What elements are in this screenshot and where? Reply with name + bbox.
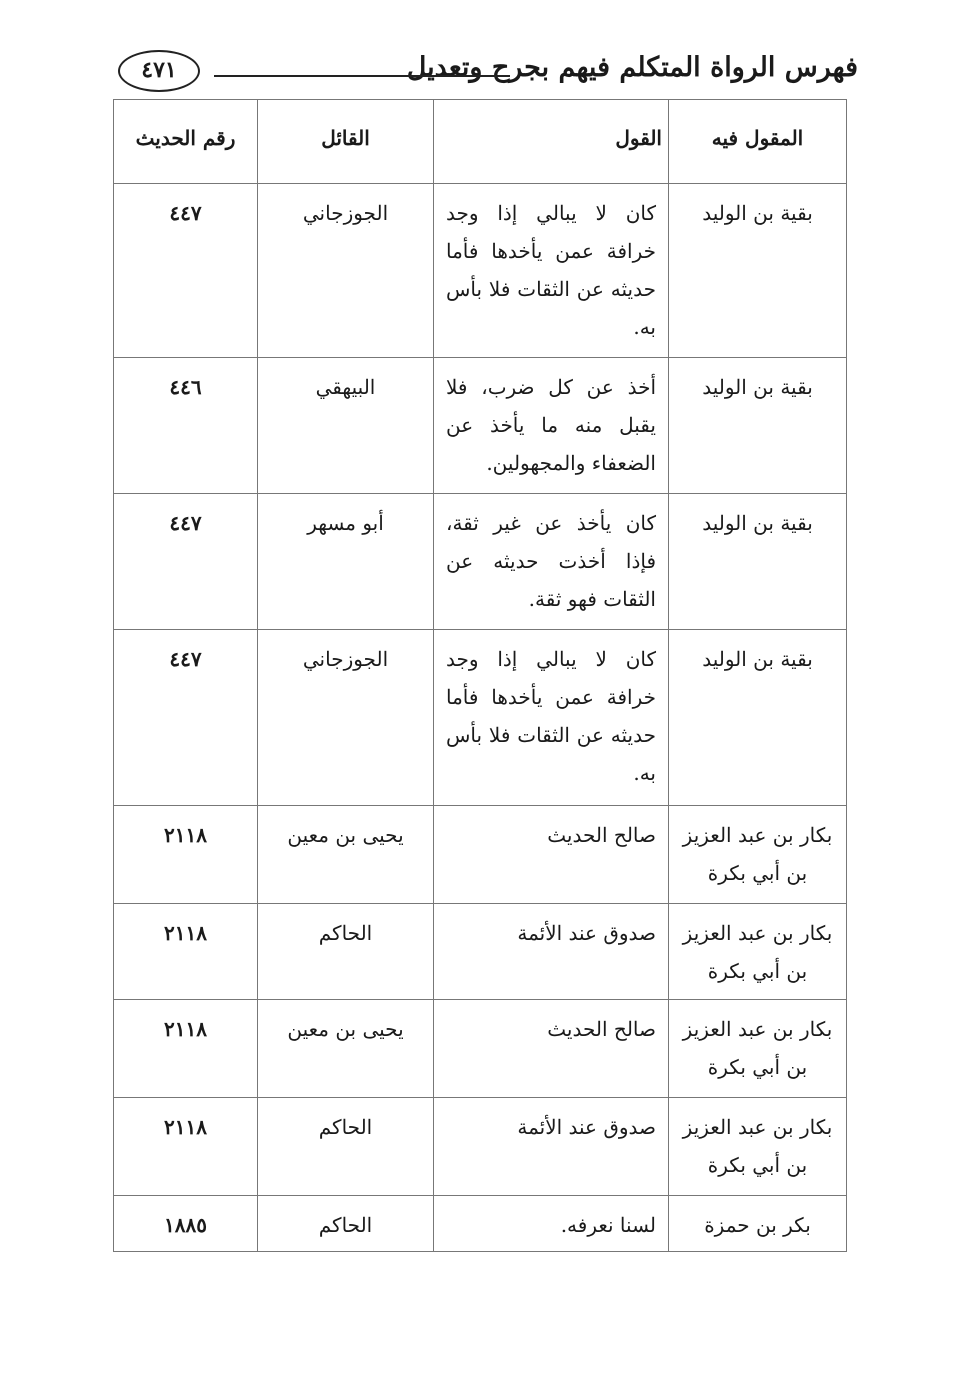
cell-hadith-number: ٢١١٨ — [114, 1000, 258, 1098]
column-header-subject: المقول فيه — [669, 100, 847, 184]
cell-speaker: الحاكم — [258, 1196, 434, 1252]
cell-hadith-number: ٢١١٨ — [114, 1098, 258, 1196]
cell-statement: كان لا يبالي إذا وجد خرافة عمن يأخدها فأما حديثه عن الثقات فلا بأس به. — [434, 630, 669, 806]
cell-subject: بكار بن عبد العزيز بن أبي بكرة — [669, 1098, 847, 1196]
cell-statement: صالح الحديث — [434, 1000, 669, 1098]
cell-hadith-number: ٢١١٨ — [114, 806, 258, 904]
cell-subject: بكار بن عبد العزيز بن أبي بكرة — [669, 904, 847, 1000]
cell-statement: كان يأخذ عن غير ثقة، فإذا أخذت حديثه عن الثقات فهو ثقة. — [434, 494, 669, 630]
cell-hadith-number: ٢١١٨ — [114, 904, 258, 1000]
table-row — [114, 904, 847, 1000]
page-header — [118, 46, 858, 106]
cell-hadith-number: ٤٤٧ — [114, 494, 258, 630]
column-header-hadith-number: رقم الحديث — [114, 100, 258, 184]
cell-hadith-number: ١٨٨٥ — [114, 1196, 258, 1252]
cell-speaker: يحيى بن معين — [258, 806, 434, 904]
table-row — [114, 358, 847, 494]
cell-statement: لسنا نعرفه. — [434, 1196, 669, 1252]
narrators-table — [113, 99, 847, 1252]
table-row — [114, 494, 847, 630]
cell-speaker: يحيى بن معين — [258, 1000, 434, 1098]
table-row — [114, 1196, 847, 1252]
cell-speaker: الجوزجاني — [258, 630, 434, 806]
cell-subject: بقية بن الوليد — [669, 494, 847, 630]
cell-speaker: البيهقي — [258, 358, 434, 494]
table-row — [114, 630, 847, 806]
table-row — [114, 1000, 847, 1098]
header-rule — [214, 75, 510, 77]
cell-subject: بقية بن الوليد — [669, 184, 847, 358]
table-header-row — [114, 100, 847, 184]
cell-statement: صالح الحديث — [434, 806, 669, 904]
table-row — [114, 184, 847, 358]
cell-subject: بكار بن عبد العزيز بن أبي بكرة — [669, 1000, 847, 1098]
page-title: فهرس الرواة المتكلم فيهم بجرح وتعديل — [406, 52, 858, 83]
page-number: ٤٧١ — [118, 50, 200, 92]
cell-subject: بكار بن عبد العزيز بن أبي بكرة — [669, 806, 847, 904]
table-row — [114, 1098, 847, 1196]
column-header-statement: القول — [434, 100, 669, 184]
cell-statement: كان لا يبالي إذا وجد خرافة عمن يأخدها فأما حديثه عن الثقات فلا بأس به. — [434, 184, 669, 358]
cell-subject: بكر بن حمزة — [669, 1196, 847, 1252]
cell-hadith-number: ٤٤٦ — [114, 358, 258, 494]
column-header-speaker: القائل — [258, 100, 434, 184]
cell-speaker: الجوزجاني — [258, 184, 434, 358]
cell-hadith-number: ٤٤٧ — [114, 184, 258, 358]
table-row — [114, 806, 847, 904]
cell-speaker: الحاكم — [258, 1098, 434, 1196]
cell-subject: بقية بن الوليد — [669, 358, 847, 494]
cell-statement: أخذ عن كل ضرب، فلا يقبل منه ما يأخذ عن الضعفاء والمجهولين. — [434, 358, 669, 494]
cell-hadith-number: ٤٤٧ — [114, 630, 258, 806]
cell-statement: صدوق عند الأئمة — [434, 1098, 669, 1196]
cell-speaker: الحاكم — [258, 904, 434, 1000]
cell-subject: بقية بن الوليد — [669, 630, 847, 806]
cell-speaker: أبو مسهر — [258, 494, 434, 630]
cell-statement: صدوق عند الأئمة — [434, 904, 669, 1000]
